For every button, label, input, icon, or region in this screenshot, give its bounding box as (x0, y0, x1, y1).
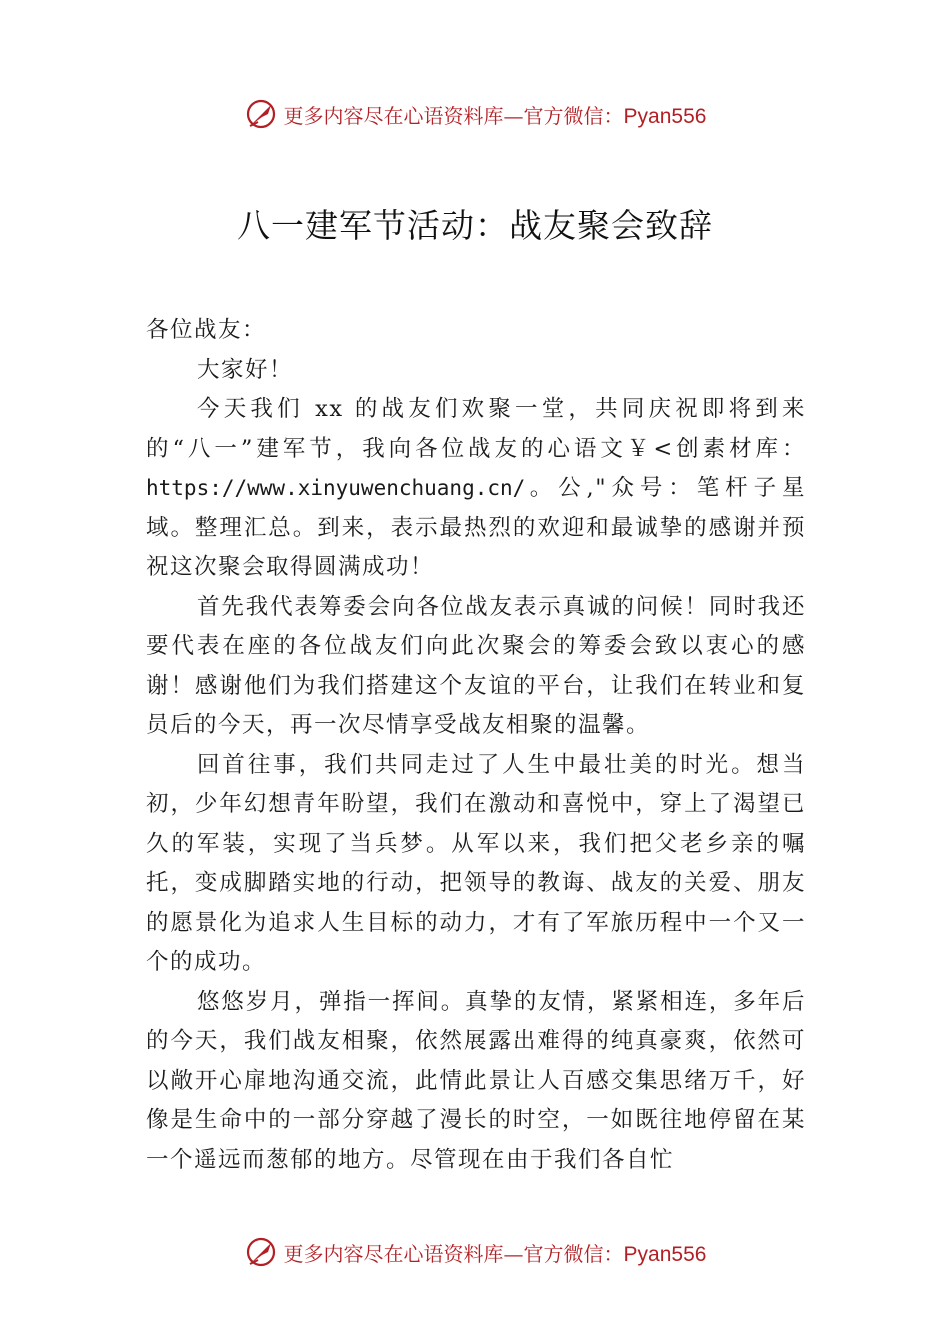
paragraph-1-start: 今天我们 xx 的战友们欢聚一堂，共同庆祝即将到来的“八一”建军节，我向各位战友的心语文￥<创素材库： (146, 396, 806, 462)
paragraph-4: 悠悠岁月，弹指一挥间。真挚的友情，紧紧相连，多年后的今天，我们战友相聚，依然展露出难得的纯真豪爽，依然可以敞开心扉地沟通交流，此情此景让人百感交集思绪万千，好像是生命中的一部分穿越了漫长的时空，一如既往地停留在某一个遥远而葱郁的地方。尽管现在由于我们各自忙 (146, 988, 806, 1173)
header-wechat-id: Pyan556 (623, 104, 707, 128)
footer-wechat-id: Pyan556 (623, 1242, 707, 1266)
page-header-banner (0, 94, 950, 134)
document-title: 八一建军节活动：战友聚会致辞 (237, 206, 713, 245)
greeting: 大家好！ (197, 356, 294, 383)
pen-nib-logo-icon (244, 1235, 278, 1269)
footer-banner-text (284, 1238, 707, 1267)
header-banner-text (284, 100, 707, 129)
document-body (146, 311, 806, 1180)
paragraph-2: 首先我代表筹委会向各位战友表示真诚的问候！同时我还要代表在座的各位战友们向此次聚会的筹委会致以衷心的感谢！感谢他们为我们搭建这个友谊的平台，让我们在转业和复员后的今天，再一次尽情享受战友相聚的温馨。 (146, 593, 806, 738)
pen-nib-logo-icon (244, 97, 278, 131)
header-banner-main: 更多内容尽在心语资料库—官方微信： (283, 103, 624, 128)
paragraph-1-end: 。公,"众号：笔杆子星域。整理汇总。到来，表示最热烈的欢迎和最诚挚的感谢并预祝这次聚会取得圆满成功！ (146, 475, 806, 580)
salutation: 各位战友： (146, 317, 267, 343)
paragraph-1 (146, 390, 806, 588)
footer-banner-main: 更多内容尽在心语资料库—官方微信： (283, 1241, 624, 1266)
page-footer-banner (0, 1232, 950, 1272)
website-url: https://www.xinyuwenchuang.cn/ (146, 476, 526, 500)
paragraph-3: 回首往事，我们共同走过了人生中最壮美的时光。想当初，少年幻想青年盼望，我们在激动和喜悦中，穿上了渴望已久的军装，实现了当兵梦。从军以来，我们把父老乡亲的嘱托，变成脚踏实地的行动，把领导的教诲、战友的关爱、朋友的愿景化为追求人生目标的动力，才有了军旅历程中一个又一个的成功。 (146, 751, 806, 975)
